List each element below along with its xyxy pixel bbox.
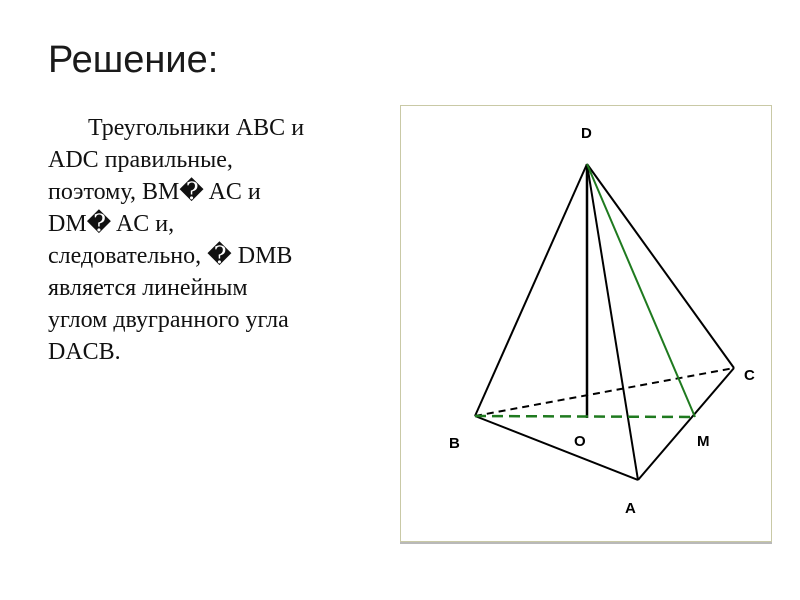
pyramid-diagram: [401, 106, 771, 541]
slide-title: Решение:: [48, 39, 219, 81]
label-A: A: [625, 500, 636, 517]
edge-AC: [638, 368, 734, 480]
text-line: DM� AC и,: [48, 211, 175, 237]
text-line: DACB.: [48, 339, 121, 365]
text-line: является линейным: [48, 275, 248, 301]
edge-BA: [475, 416, 638, 480]
label-O: O: [574, 433, 586, 450]
pyramid-figure: [400, 105, 772, 542]
segment-BM: [475, 416, 695, 417]
label-D: D: [581, 125, 592, 142]
edge-BC-hidden: [475, 368, 734, 416]
label-B: B: [449, 435, 460, 452]
label-M: M: [697, 433, 710, 450]
text-line: следовательно, � DMB: [48, 243, 293, 269]
edge-DB: [475, 164, 587, 416]
text-line: поэтому, BM� AC и: [48, 179, 261, 205]
text-line: углом двугранного угла: [48, 307, 289, 333]
text-line: ADC правильные,: [48, 147, 233, 173]
edge-DA: [587, 164, 638, 480]
text-line: Треугольники ABC и: [88, 115, 305, 141]
label-C: C: [744, 367, 755, 384]
solution-text: [48, 112, 378, 368]
